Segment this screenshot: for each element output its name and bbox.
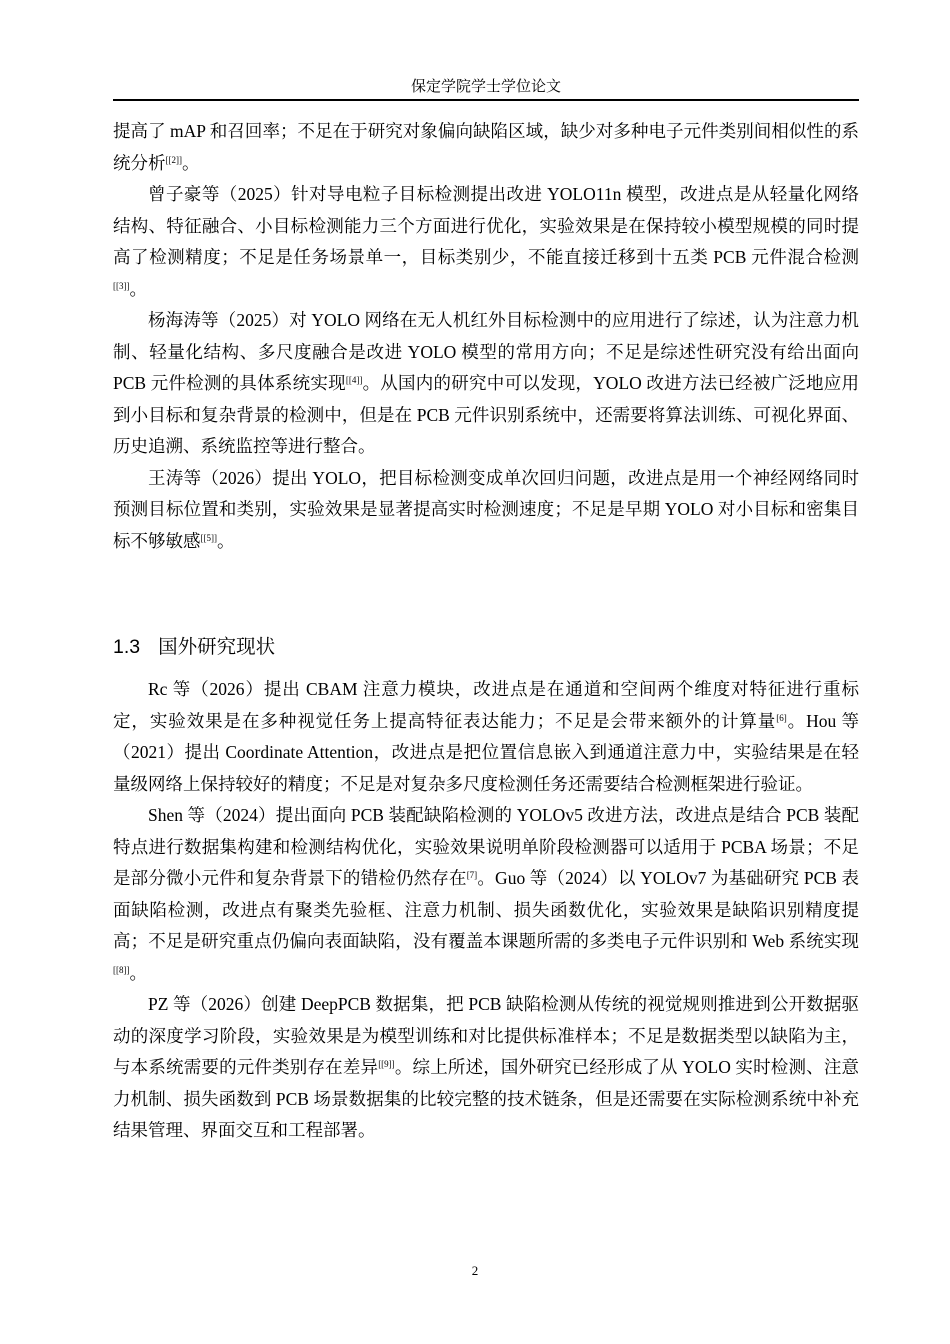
section-number: 1.3 bbox=[113, 636, 141, 658]
paragraph-text: 王涛等（2026）提出 YOLO，把目标检测变成单次回归问题，改进点是用一个神经网络同时预测目标位置和类别，实验效果是显著提高实时检测速度；不足是早期 YOLO 对小目标和密集目标不够敏感 bbox=[113, 467, 859, 551]
paragraph-text: 。 bbox=[129, 278, 147, 299]
citation: [[9]] bbox=[378, 1059, 395, 1069]
header-rule bbox=[113, 99, 859, 101]
page-number: 2 bbox=[471, 1263, 479, 1278]
paragraph bbox=[113, 179, 859, 305]
paragraph-text: 。Hou 等（2021）提出 Coordinate Attention，改进点是把位置信息嵌入到通道注意力中，实验结果是在轻量级网络上保持较好的精度；不足是对复杂多尺度检测任务还需要结合检测框架进行验证。 bbox=[113, 710, 859, 794]
citation: [[8]] bbox=[113, 964, 130, 975]
paragraph-text: 。综上所述，国外研究已经形成了从 YOLO 实时检测、注意力机制、损失函数到 PCB 场景数据集的比较完整的技术链条，但是还需要在实际检测系统中补充结果管理、界面交互和工程部署。 bbox=[113, 1057, 860, 1140]
paragraph-text: 。从国内的研究中可以发现，YOLO 改进方法已经被广泛地应用到小目标和复杂背景的检测中，但是在 PCB 元件识别系统中，还需要将算法训练、可视化界面、历史追溯、系统监控等进行整合。 bbox=[113, 373, 860, 456]
citation: [[3]] bbox=[113, 280, 130, 291]
paragraph-text: 。 bbox=[129, 962, 147, 983]
paragraph bbox=[113, 674, 859, 800]
paragraph bbox=[113, 116, 859, 179]
running-header: 保定学院学士学位论文 bbox=[410, 79, 561, 95]
paragraph bbox=[113, 305, 859, 463]
paragraph-text: PZ 等（2026）创建 DeepPCB 数据集，把 PCB 缺陷检测从传统的视觉规则推进到公开数据驱动的深度学习阶段，实验效果是为模型训练和对比提供标准样本；不足是数据类型以缺陷为主，与本系统需要的元件类别存在差异 bbox=[113, 994, 859, 1077]
citation: [[4]] bbox=[345, 375, 363, 385]
foreign-research-text bbox=[113, 674, 859, 1147]
section-heading bbox=[113, 632, 275, 662]
paragraph bbox=[113, 463, 859, 558]
paragraph-text: Shen 等（2024）提出面向 PCB 装配缺陷检测的 YOLOv5 改进方法，改进点是结合 PCB 装配特点进行数据集构建和检测结构优化，实验效果说明单阶段检测器可以适用于 PCBA 场景；不足是部分微小元件和复杂背景下的错检仍然存在 bbox=[113, 805, 859, 888]
section-title: 国外研究现状 bbox=[158, 635, 276, 658]
citation: [7] bbox=[466, 870, 478, 880]
citation: [[5]] bbox=[200, 532, 217, 543]
paragraph-text: Rc 等（2026）提出 CBAM 注意力模块，改进点是在通道和空间两个维度对特征进行重标定，实验效果是在多种视觉任务上提高特征表达能力；不足是会带来额外的计算量 bbox=[113, 679, 859, 731]
domestic-research-text bbox=[113, 116, 859, 557]
paragraph bbox=[113, 800, 859, 989]
paragraph-text: 。 bbox=[217, 530, 235, 551]
paragraph-text: 提高了 mAP 和召回率；不足在于研究对象偏向缺陷区域，缺少对多种电子元件类别间相似性的系统分析 bbox=[113, 121, 859, 173]
paragraph bbox=[113, 989, 859, 1147]
paragraph-text: 曾子豪等（2025）针对导电粒子目标检测提出改进 YOLO11n 模型，改进点是从轻量化网络结构、特征融合、小目标检测能力三个方面进行优化，实验效果是在保持较小模型规模的同时提高了检测精度；不足是任务场景单一，目标类别少，不能直接迁移到十五类 PCB 元件混合检测 bbox=[113, 184, 859, 267]
paragraph-text: 。Guo 等（2024）以 YOLOv7 为基础研究 PCB 表面缺陷检测，改进点有聚类先验框、注意力机制、损失函数优化，实验效果是缺陷识别精度提高；不足是研究重点仍偏向表面缺陷，没有覆盖本课题所需的多类电子元件识别和 Web 系统实现 bbox=[113, 868, 860, 951]
citation: [[2]] bbox=[165, 154, 182, 165]
paragraph-text: 杨海涛等（2025）对 YOLO 网络在无人机红外目标检测中的应用进行了综述，认为注意力机制、轻量化结构、多尺度融合是改进 YOLO 模型的常用方向；不足是综述性研究没有给出面向 PCB 元件检测的具体系统实现 bbox=[113, 310, 859, 393]
paragraph-text: 。 bbox=[182, 152, 200, 173]
citation: [6] bbox=[776, 712, 787, 723]
